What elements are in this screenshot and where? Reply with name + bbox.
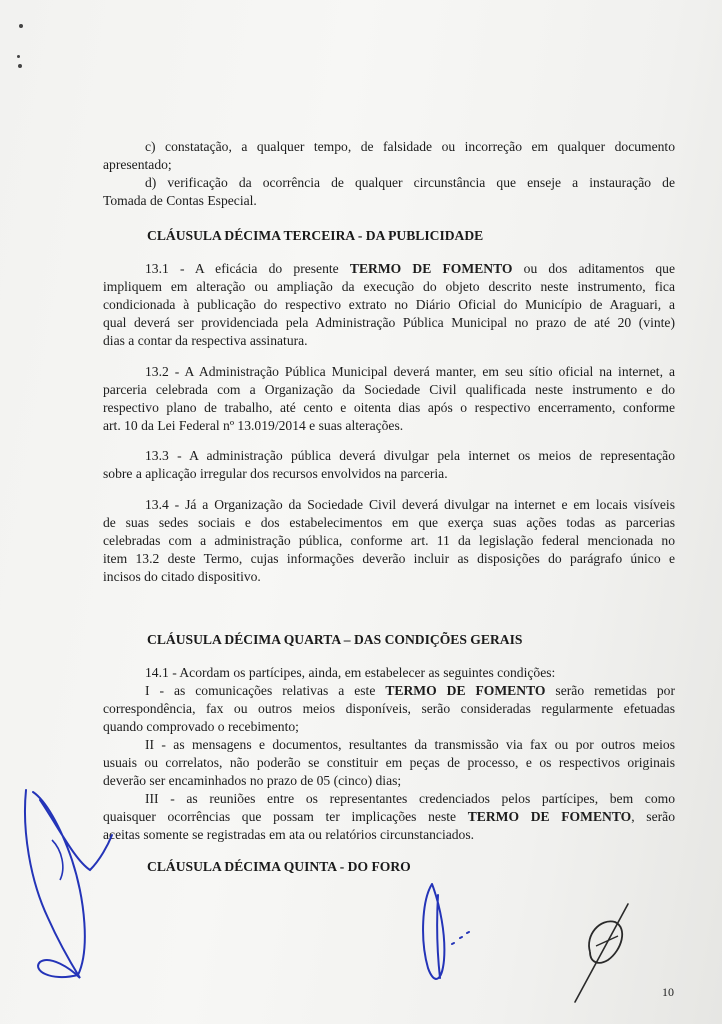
text-line: III - as reuniões entre os representantes credenciados pelos partícipes, bem como: [145, 791, 675, 806]
text-line: aceitas somente se registradas em ata ou relatórios circunstanciados.: [103, 827, 475, 842]
clause-heading: CLÁUSULA DÉCIMA QUINTA - DO FORO: [147, 859, 411, 874]
page-number: 10: [662, 985, 674, 999]
text-line: quaisquer ocorrências que possam ter implicações neste TERMO DE FOMENTO, serão: [103, 809, 675, 824]
text-line: condicionada à publicação do respectivo extrato no Diário Oficial do Município de Araguari, a: [103, 297, 675, 312]
text-line: II - as mensagens e documentos, resultantes da transmissão via fax ou por outros meios: [145, 737, 675, 752]
text-line: art. 10 da Lei Federal nº 13.019/2014 e suas alterações.: [103, 418, 404, 433]
text-line: 13.3 - A administração pública deverá divulgar pela internet os meios de representação: [145, 448, 675, 463]
text-line: incisos do citado dispositivo.: [103, 569, 261, 584]
clause-heading: CLÁUSULA DÉCIMA QUARTA – DAS CONDIÇÕES GERAIS: [147, 632, 523, 647]
text-line: Tomada de Contas Especial.: [103, 193, 257, 208]
text-line: dias a contar da respectiva assinatura.: [103, 333, 308, 348]
text-line: quando comprovado o recebimento;: [103, 719, 299, 734]
text-line: 14.1 - Acordam os partícipes, ainda, em estabelecer as seguintes condições:: [145, 665, 556, 680]
text-line: correspondência, fax ou outros meios disponíveis, serão consideradas regularmente efetuadas: [103, 701, 675, 716]
text-line: 13.1 - A eficácia do presente TERMO DE FOMENTO ou dos aditamentos que: [145, 261, 675, 276]
text-line: 13.2 - A Administração Pública Municipal deverá manter, em seu sítio oficial na internet, a: [145, 364, 675, 379]
text-line: d) verificação da ocorrência de qualquer circunstância que enseje a instauração de: [145, 175, 675, 190]
text-line: 13.4 - Já a Organização da Sociedade Civil deverá divulgar na internet e em locais visíveis: [145, 497, 675, 512]
text-line: respectivo plano de trabalho, até cento e oitenta dias após o respectivo encerramento, conforme: [103, 400, 675, 415]
text-line: impliquem em alteração ou ampliação da execução do objeto descrito neste instrumento, fica: [103, 279, 675, 294]
text-line: usuais ou correlatos, não poderão se constituir em peças de processo, e os respectivos originais: [103, 755, 675, 770]
text-line: apresentado;: [103, 157, 172, 172]
text-line: de suas sedes sociais e dos estabelecimentos em que exerça suas ações todas as parcerias: [103, 515, 675, 530]
text-line: celebradas com a administração pública, conforme art. 11 da legislação federal mencionada no: [103, 533, 675, 548]
text-line: parceria celebrada com a Organização da Sociedade Civil qualificada neste instrumento e do: [103, 382, 675, 397]
clause-heading: CLÁUSULA DÉCIMA TERCEIRA - DA PUBLICIDADE: [147, 228, 484, 243]
text-line: deverão ser encaminhados no prazo de 05 (cinco) dias;: [103, 773, 402, 788]
text-line: qual deverá ser providenciada pela Administração Pública Municipal no prazo de até 20 (vinte): [103, 315, 675, 330]
text-line: c) constatação, a qualquer tempo, de falsidade ou incorreção em qualquer documento: [145, 139, 675, 154]
text-line: sobre a aplicação irregular dos recursos envolvidos na parceria.: [103, 466, 448, 481]
text-line: item 13.2 deste Termo, cujas informações deverão incluir as disposições do parágrafo único e: [103, 551, 675, 566]
text-line: I - as comunicações relativas a este TERMO DE FOMENTO serão remetidas por: [145, 683, 675, 698]
